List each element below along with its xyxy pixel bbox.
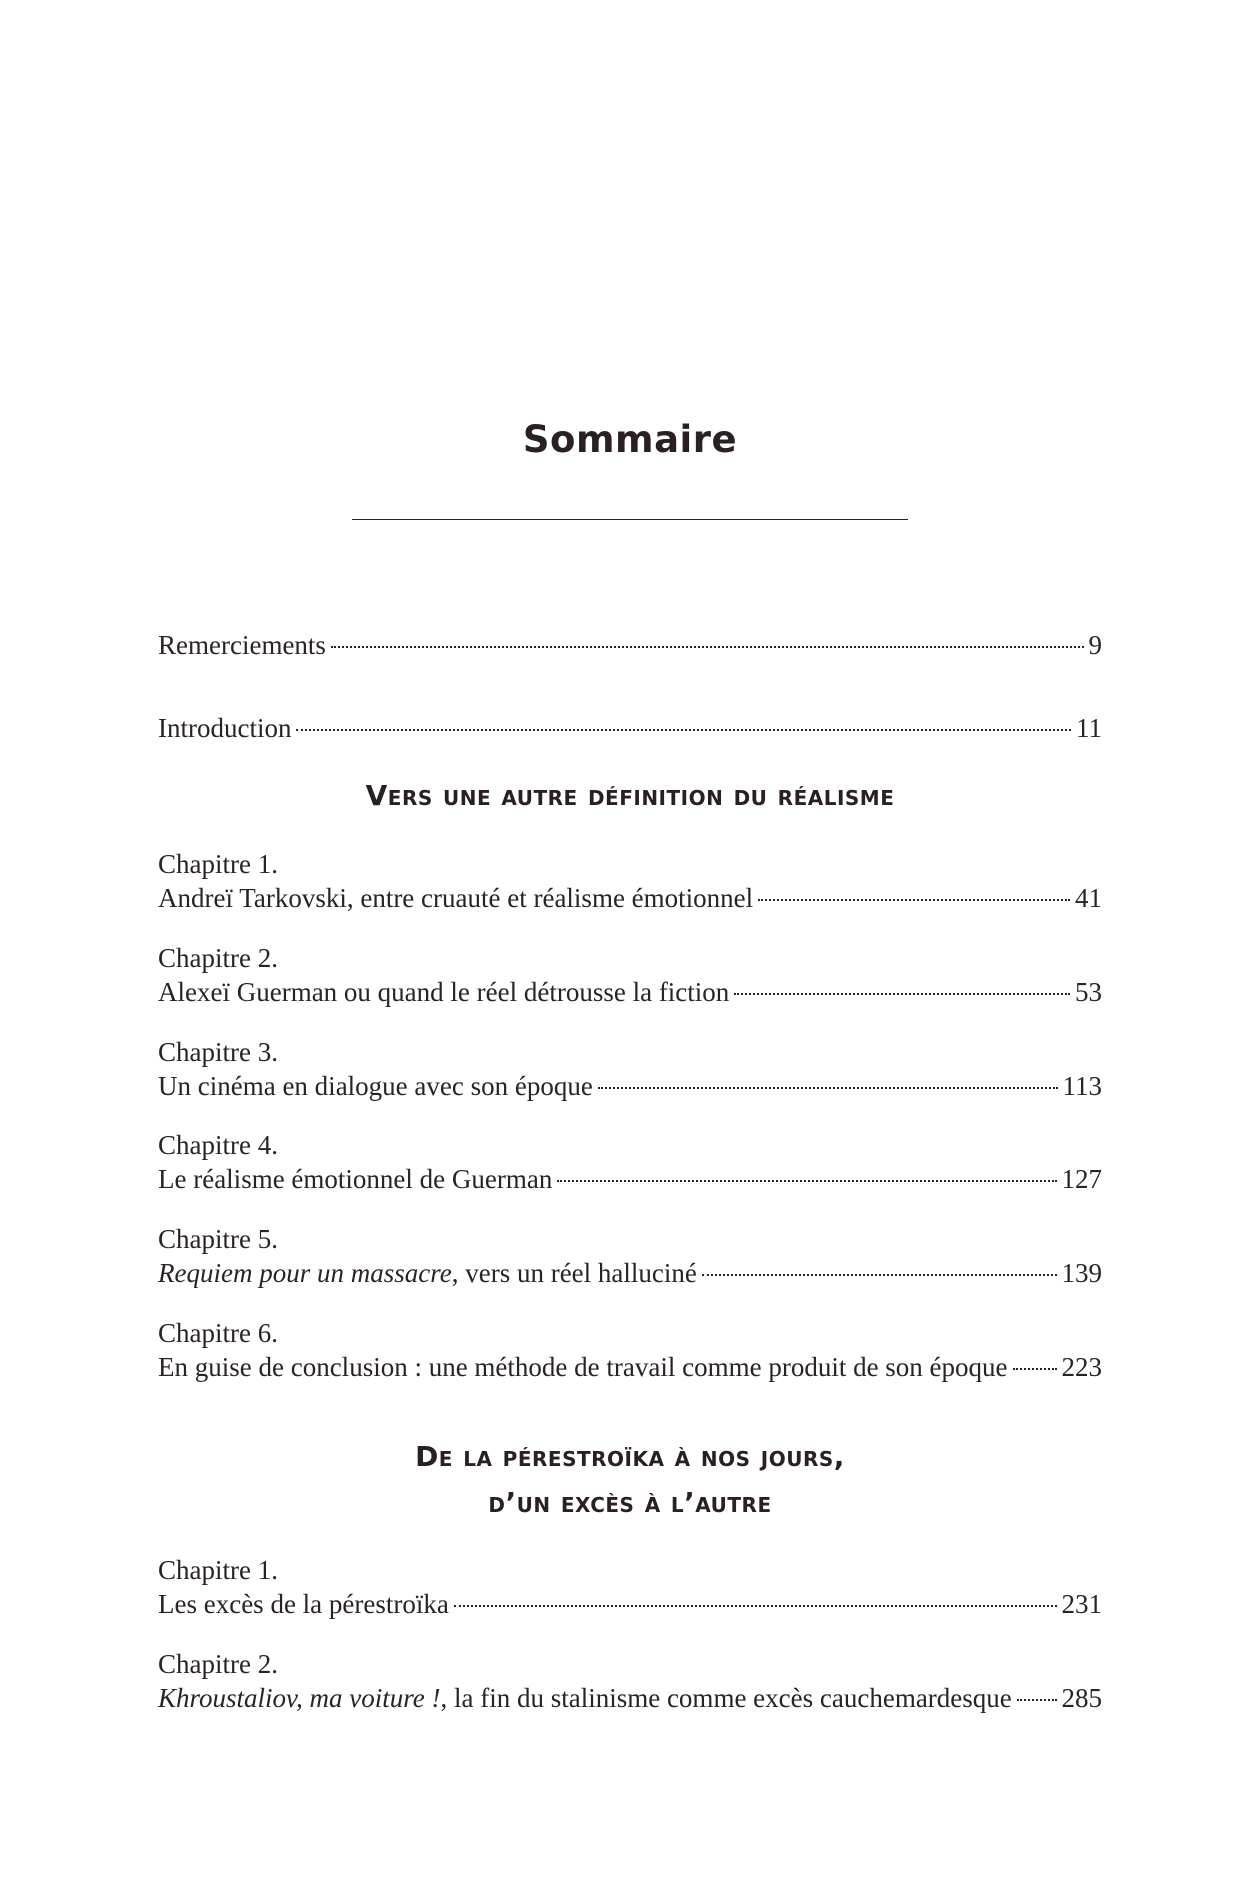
toc-entry-p1-c4[interactable]: [158, 1128, 1102, 1196]
page-number: 113: [1062, 1071, 1102, 1101]
entry-title-text: Alexeï Guerman ou quand le réel détrousse la fiction: [158, 977, 730, 1007]
title-rule: [352, 519, 908, 520]
part-heading-1: [0, 773, 1260, 819]
page-number: 139: [1061, 1258, 1102, 1288]
entry-title-italic: Requiem pour un massacre: [158, 1258, 452, 1288]
entry-title-text: Le réalisme émotionnel de Guerman: [158, 1164, 553, 1194]
page-number: 9: [1088, 630, 1102, 660]
entry-title-italic: Khroustaliov, ma voiture !: [158, 1683, 441, 1713]
entry-title: [158, 1256, 697, 1290]
page-number: 127: [1061, 1164, 1102, 1194]
chapter-label: Chapitre 2.: [158, 1649, 278, 1679]
page-number: 223: [1061, 1352, 1102, 1382]
entry-title: [158, 975, 729, 1009]
page-number: 41: [1075, 883, 1102, 913]
toc-entry-p1-c1[interactable]: [158, 847, 1102, 915]
chapter-label: Chapitre 3.: [158, 1037, 278, 1067]
page-number: 285: [1061, 1683, 1102, 1713]
part-heading-line: Vers une autre définition du réalisme: [365, 779, 895, 812]
page-number: 53: [1075, 977, 1102, 1007]
entry-title-text: Les excès de la pérestroïka: [158, 1589, 449, 1619]
page-title: Sommaire: [522, 418, 738, 461]
chapter-label: Chapitre 1.: [158, 849, 278, 879]
dot-leader: [702, 1274, 1057, 1276]
dot-leader: [734, 993, 1070, 995]
entry-title-text: , vers un réel halluciné: [451, 1258, 697, 1288]
entry-title-text: En guise de conclusion : une méthode de travail comme produit de son époque: [158, 1352, 1008, 1382]
entry-title-text: , la fin du stalinisme comme excès cauchemardesque: [440, 1683, 1012, 1713]
toc-entry-front-2[interactable]: [158, 711, 1102, 745]
dot-leader: [331, 646, 1084, 648]
chapter-label: Chapitre 2.: [158, 943, 278, 973]
page-number: 231: [1061, 1589, 1102, 1619]
entry-title-text: Andreï Tarkovski, entre cruauté et réalisme émotionnel: [158, 883, 754, 913]
entry-title: [158, 1069, 593, 1103]
chapter-label: Chapitre 1.: [158, 1555, 278, 1585]
toc-entry-front-1[interactable]: [158, 628, 1102, 662]
dot-leader: [758, 899, 1070, 901]
chapter-label: Chapitre 5.: [158, 1224, 278, 1254]
toc-entry-p1-c6[interactable]: [158, 1316, 1102, 1384]
dot-leader: [1017, 1699, 1057, 1701]
part-heading-2: [0, 1434, 1260, 1526]
entry-title: Remerciements: [158, 630, 326, 660]
entry-title: [158, 881, 753, 915]
entry-title: [158, 1681, 1012, 1715]
toc-entry-p1-c5[interactable]: [158, 1222, 1102, 1290]
toc-entry-p2-c2[interactable]: [158, 1647, 1102, 1715]
chapter-label: Chapitre 4.: [158, 1130, 278, 1160]
entry-title: [158, 1587, 449, 1621]
dot-leader: [296, 729, 1071, 731]
dot-leader: [598, 1087, 1058, 1089]
dot-leader: [557, 1180, 1056, 1182]
page-number: 11: [1076, 713, 1102, 743]
entry-title: [158, 1350, 1008, 1384]
entry-title: [158, 1162, 552, 1196]
toc-entry-p2-c1[interactable]: [158, 1553, 1102, 1621]
toc-entry-p1-c3[interactable]: [158, 1035, 1102, 1103]
part-heading-line: d’un excès à l’autre: [488, 1486, 772, 1519]
entry-title: Introduction: [158, 713, 292, 743]
dot-leader: [1013, 1368, 1057, 1370]
chapter-label: Chapitre 6.: [158, 1318, 278, 1348]
toc-entry-p1-c2[interactable]: [158, 941, 1102, 1009]
dot-leader: [454, 1605, 1057, 1607]
entry-title-text: Un cinéma en dialogue avec son époque: [158, 1071, 593, 1101]
part-heading-line: De la pérestroïka à nos jours,: [415, 1440, 845, 1473]
